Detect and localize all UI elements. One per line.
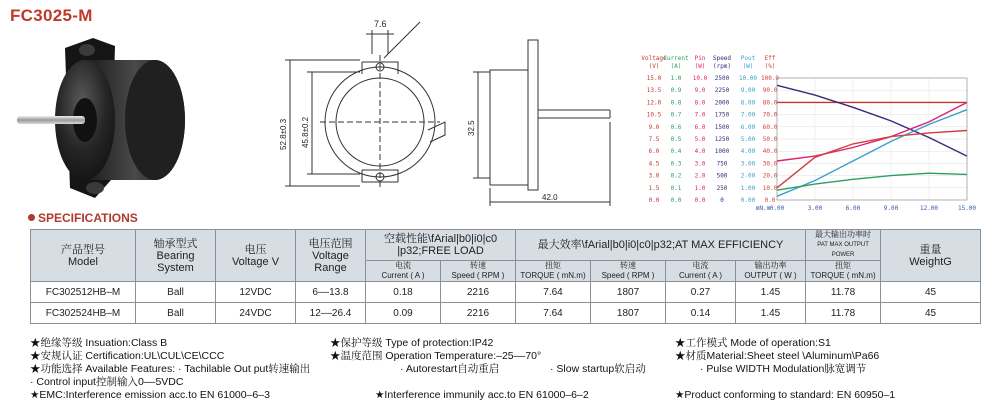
chart-tick-label: 40.0 [762, 148, 778, 156]
feature-control-input: · Control input控制输入0––5VDC [30, 376, 184, 388]
chart-x-tick: 9.00 [883, 205, 899, 212]
chart-tick-label: 100.0 [760, 75, 780, 82]
cell-torque: 7.64 [516, 282, 591, 303]
cell-current: 0.14 [666, 303, 736, 324]
col-nl-current: 电流 Current ( A ) [366, 261, 441, 282]
chart-tick-label: 4.5 [648, 160, 660, 168]
chart-tick-label: 500 [716, 172, 728, 180]
chart-tick-label: 7.5 [648, 136, 660, 143]
chart-tick-label: 10.00 [738, 75, 758, 82]
chart-tick-label: 9.00 [740, 87, 756, 95]
chart-tick-label: 0.5 [670, 136, 682, 143]
cell-torque: 7.64 [516, 303, 591, 324]
cell-model: FC302512HB–M [31, 282, 136, 303]
specifications-label: SPECIFICATIONS [38, 211, 138, 225]
chart-tick-label: 0.1 [670, 184, 682, 192]
chart-tick-label: 0.9 [670, 87, 682, 95]
chart-col-head: Current [663, 55, 689, 62]
chart-col-unit: (W) [694, 63, 706, 70]
chart-tick-label: 7.0 [694, 111, 706, 119]
col-current: 电流 Current ( A ) [666, 261, 736, 282]
cell-current: 0.27 [666, 282, 736, 303]
dimension-drawings [260, 10, 640, 210]
chart-tick-label: 1.0 [694, 184, 706, 192]
chart-tick-label: 750 [716, 160, 728, 168]
chart-tick-label: 2000 [714, 99, 730, 107]
chart-tick-label: 0.4 [670, 148, 682, 156]
chart-tick-label: 9.0 [648, 123, 660, 131]
chart-tick-label: 0.3 [670, 160, 682, 168]
chart-tick-label: 5.00 [740, 136, 756, 143]
feature-standard: ★Product conforming to standard: EN 60950–1 [675, 389, 896, 401]
chart-col-head: Voltage [641, 55, 667, 62]
chart-tick-label: 6.0 [648, 148, 660, 156]
chart-col-unit: (rpm) [712, 63, 732, 70]
feature-row [30, 337, 990, 350]
col-speed: 转速 Speed ( RPM ) [591, 261, 666, 282]
chart-col-unit: (A) [670, 63, 682, 70]
chart-tick-label: 2.00 [740, 172, 756, 180]
col-nl-speed: 转速 Speed ( RPM ) [441, 261, 516, 282]
col-free-load: 空载性能\fArial|b0|i0|c0 |p32;FREE LOAD [366, 230, 516, 261]
chart-tick-label: 0 [720, 197, 724, 204]
chart-tick-label: 80.0 [762, 99, 778, 107]
chart-tick-label: 5.0 [694, 136, 706, 143]
chart-tick-label: 0.2 [670, 172, 682, 180]
chart-tick-label: 1.0 [670, 75, 682, 82]
chart-tick-label: 1.00 [740, 184, 756, 192]
feature-temperature: ★温度范围 Operation Temperature:–25––70° [330, 350, 542, 362]
cell-bearing: Ball [136, 282, 216, 303]
performance-chart [641, 48, 980, 218]
chart-x-tick: 3.00 [807, 205, 823, 212]
chart-tick-label: 1500 [714, 123, 730, 131]
chart-col-unit: (%) [764, 63, 776, 70]
bullet-icon [28, 214, 35, 221]
chart-col-head: Pout [740, 55, 756, 62]
chart-col-head: Eff [764, 55, 776, 62]
dim-length-label: 42.0 [542, 193, 558, 202]
chart-tick-label: 1.5 [648, 184, 660, 192]
specifications-heading [28, 211, 138, 225]
chart-col-head: Pin [694, 55, 706, 62]
cell-range: 6––13.8 [296, 282, 366, 303]
feature-autorestart: · Autorestart自动重启 [400, 363, 500, 375]
chart-tick-label: 2500 [714, 75, 730, 82]
chart-tick-label: 15.0 [646, 75, 662, 82]
col-torque: 扭矩 TORQUE ( mN.m) [516, 261, 591, 282]
cell-output: 1.45 [736, 303, 806, 324]
chart-tick-label: 20.0 [762, 172, 778, 180]
chart-tick-label: 8.00 [740, 99, 756, 107]
feature-slow-startup: · Slow startup软启动 [550, 363, 646, 375]
col-bearing: 轴承型式 Bearing System [136, 230, 216, 282]
chart-tick-label: 0.0 [694, 197, 706, 204]
col-max-efficiency: 最大效率\fArial|b0|i0|c0|p32;AT MAX EFFICIENCY [516, 230, 806, 261]
chart-tick-label: 3.0 [694, 160, 706, 168]
chart-tick-label: 0.00 [740, 197, 756, 204]
chart-tick-label: 30.0 [762, 160, 778, 168]
chart-tick-label: 6.00 [740, 123, 756, 131]
feature-available: ★功能选择 Available Features: · Tachilable Out put转速输出 [30, 363, 311, 375]
chart-x-tick: 0.00 [769, 205, 785, 212]
feature-certification: ★安规认证 Certification:UL\CUL\CE\CCC [30, 350, 225, 362]
dim-top-label: 7.6 [374, 19, 387, 29]
feature-emc: ★EMC:Interference emission acc.to EN 61000–6–3 [30, 389, 270, 401]
col-range: 电压范围 Voltage Range [296, 230, 366, 282]
chart-tick-label: 4.00 [740, 148, 756, 156]
chart-tick-label: 2250 [714, 87, 730, 95]
chart-tick-label: 12.0 [646, 99, 662, 107]
col-weight: 重量 WeightG [881, 230, 981, 282]
chart-col-head: Speed [712, 55, 732, 62]
col-model: 产品型号 Model [31, 230, 136, 282]
col-max-power: 最大输出功率时 PAT MAX OUTPUT POWER [806, 230, 881, 261]
chart-tick-label: 2.0 [694, 172, 706, 180]
dim-height-label: 32.5 [467, 120, 476, 136]
dim-outer-label: 52.8±0.3 [279, 118, 288, 150]
cell-nl-speed: 2216 [441, 282, 516, 303]
chart-x-tick: 15.00 [957, 205, 977, 212]
chart-tick-label: 1250 [714, 136, 730, 143]
motor-photo [15, 30, 190, 210]
chart-tick-label: 8.0 [694, 99, 706, 107]
chart-tick-label: 0.6 [670, 123, 682, 131]
chart-tick-label: 90.0 [762, 87, 778, 95]
cell-voltage: 12VDC [216, 282, 296, 303]
chart-tick-label: 0.0 [648, 197, 660, 204]
chart-tick-label: 70.0 [762, 111, 778, 119]
col-max-torque: 扭矩 TORQUE ( mN.m) [806, 261, 881, 282]
feature-mode: ★工作模式 Mode of operation:S1 [675, 337, 831, 349]
feature-immunity: ★Interference immunily acc.to EN 61000–6–2 [375, 389, 589, 401]
feature-row [30, 389, 990, 402]
cell-voltage: 24VDC [216, 303, 296, 324]
product-title: FC3025-M [10, 6, 93, 25]
cell-weight: 45 [881, 282, 981, 303]
table-row [31, 282, 981, 303]
chart-tick-label: 1750 [714, 111, 730, 119]
cell-range: 12––26.4 [296, 303, 366, 324]
cell-speed: 1807 [591, 282, 666, 303]
chart-x-tick: 12.00 [919, 205, 939, 212]
cell-max-torque: 11.78 [806, 303, 881, 324]
cell-nl-speed: 2216 [441, 303, 516, 324]
cell-bearing: Ball [136, 303, 216, 324]
col-output: 输出功率 OUTPUT ( W ) [736, 261, 806, 282]
chart-tick-label: 7.00 [740, 111, 756, 119]
chart-tick-label: 0.0 [670, 197, 682, 204]
chart-tick-label: 0.7 [670, 111, 682, 119]
chart-tick-label: 9.0 [694, 87, 706, 95]
chart-tick-label: 13.5 [646, 87, 662, 95]
chart-series-line [777, 110, 967, 197]
cell-speed: 1807 [591, 303, 666, 324]
feature-pwm: · Pulse WIDTH Modulation脉宽调节 [700, 363, 867, 375]
cell-max-torque: 11.78 [806, 282, 881, 303]
features-list [30, 337, 990, 402]
chart-tick-label: 10.0 [762, 184, 778, 192]
chart-tick-label: 0.0 [764, 197, 776, 204]
chart-tick-label: 3.00 [740, 160, 756, 168]
chart-tick-label: 0.8 [670, 99, 682, 107]
feature-row [30, 363, 990, 376]
chart-x-unit: mN.m [755, 205, 771, 212]
chart-tick-label: 1000 [714, 148, 730, 156]
chart-x-tick: 6.00 [845, 205, 861, 212]
feature-row [30, 350, 990, 363]
chart-col-unit: (V) [648, 63, 660, 70]
cell-nl-current: 0.09 [366, 303, 441, 324]
spec-table [30, 229, 981, 324]
feature-insulation: ★绝缘等级 Insuation:Class B [30, 337, 168, 349]
feature-material: ★材质Material:Sheet steel \Aluminum\Pa66 [675, 350, 880, 362]
cell-weight: 45 [881, 303, 981, 324]
cell-nl-current: 0.18 [366, 282, 441, 303]
chart-col-unit: (W) [742, 63, 754, 70]
chart-tick-label: 6.0 [694, 123, 706, 131]
feature-protection: ★保护等级 Type of protection:IP42 [330, 337, 494, 349]
chart-tick-label: 4.0 [694, 148, 706, 156]
chart-tick-label: 10.5 [646, 111, 662, 119]
table-row [31, 303, 981, 324]
chart-tick-label: 250 [716, 184, 728, 192]
cell-output: 1.45 [736, 282, 806, 303]
chart-tick-label: 60.0 [762, 123, 778, 131]
col-voltage: 电压 Voltage V [216, 230, 296, 282]
chart-tick-label: 10.0 [692, 75, 708, 82]
feature-row [30, 376, 990, 389]
cell-model: FC302524HB–M [31, 303, 136, 324]
chart-tick-label: 50.0 [762, 136, 778, 143]
chart-tick-label: 3.0 [648, 172, 660, 180]
dim-inner-label: 45.8±0.2 [301, 116, 310, 148]
